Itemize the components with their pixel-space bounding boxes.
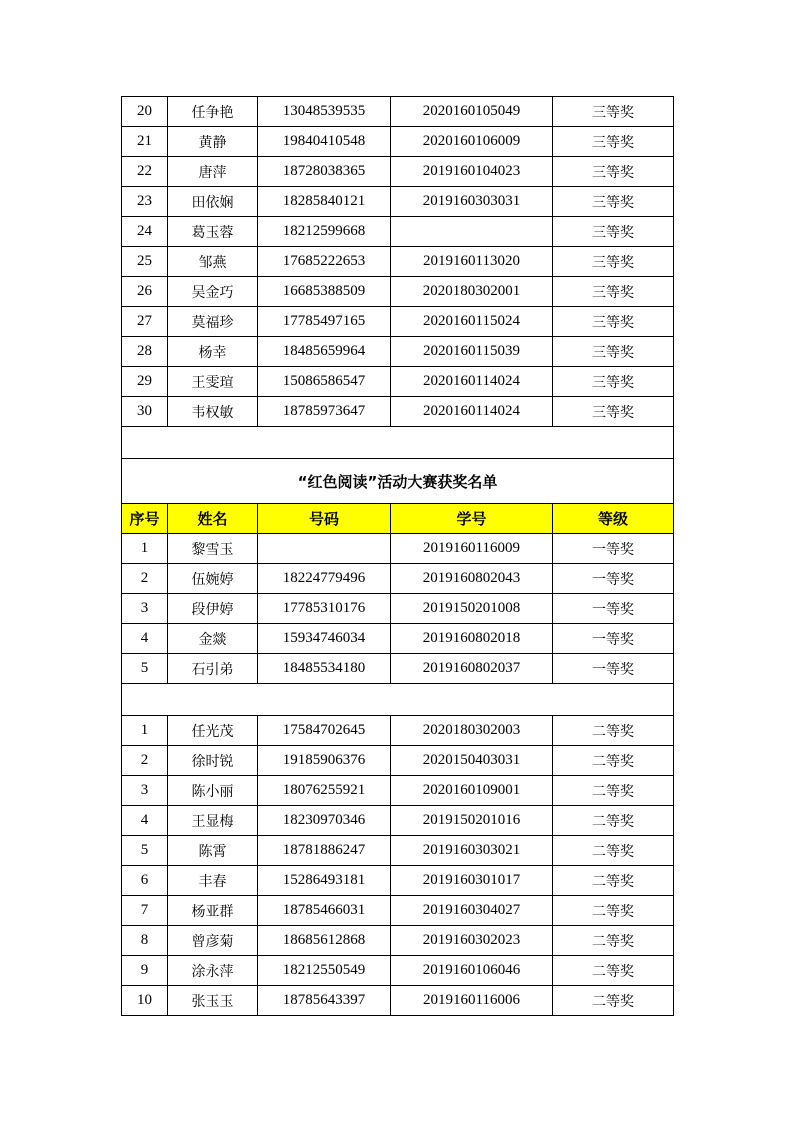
cell-student-id: 2019160802037 xyxy=(391,654,553,684)
cell-award: 一等奖 xyxy=(553,534,674,564)
cell-phone: 18230970346 xyxy=(258,806,391,836)
cell-index: 24 xyxy=(122,217,168,247)
cell-name: 王雯瑄 xyxy=(168,367,258,397)
cell-student-id: 2019150201008 xyxy=(391,594,553,624)
cell-award: 一等奖 xyxy=(553,654,674,684)
table-row xyxy=(122,594,674,624)
cell-phone xyxy=(258,534,391,564)
cell-award: 三等奖 xyxy=(553,367,674,397)
cell-award: 三等奖 xyxy=(553,307,674,337)
cell-name: 涂永萍 xyxy=(168,956,258,986)
table-row xyxy=(122,896,674,926)
cell-index: 4 xyxy=(122,806,168,836)
cell-index: 2 xyxy=(122,564,168,594)
cell-name: 葛玉蓉 xyxy=(168,217,258,247)
col-header-student-id: 学号 xyxy=(391,504,553,534)
cell-award: 二等奖 xyxy=(553,746,674,776)
cell-name: 段伊婷 xyxy=(168,594,258,624)
cell-index: 21 xyxy=(122,127,168,157)
cell-name: 徐时锐 xyxy=(168,746,258,776)
table-row xyxy=(122,866,674,896)
cell-phone: 18728038365 xyxy=(258,157,391,187)
cell-name: 唐萍 xyxy=(168,157,258,187)
table-row xyxy=(122,217,674,247)
cell-name: 任争艳 xyxy=(168,97,258,127)
cell-student-id: 2019160104023 xyxy=(391,157,553,187)
col-header-name: 姓名 xyxy=(168,504,258,534)
table-row xyxy=(122,397,674,427)
table-row xyxy=(122,307,674,337)
cell-phone: 18212550549 xyxy=(258,956,391,986)
cell-name: 王显梅 xyxy=(168,806,258,836)
cell-name: 陈小丽 xyxy=(168,776,258,806)
cell-student-id: 2019160106046 xyxy=(391,956,553,986)
cell-name: 丰春 xyxy=(168,866,258,896)
section-title-row xyxy=(122,459,674,504)
cell-student-id: 2019160303031 xyxy=(391,187,553,217)
cell-student-id: 2019160302023 xyxy=(391,926,553,956)
cell-award: 二等奖 xyxy=(553,836,674,866)
cell-student-id: 2020160115024 xyxy=(391,307,553,337)
cell-name: 田依娴 xyxy=(168,187,258,217)
cell-phone: 18076255921 xyxy=(258,776,391,806)
cell-award: 二等奖 xyxy=(553,956,674,986)
spacer-row xyxy=(122,684,674,716)
cell-award: 三等奖 xyxy=(553,97,674,127)
table-row xyxy=(122,127,674,157)
cell-index: 2 xyxy=(122,746,168,776)
table-row xyxy=(122,277,674,307)
cell-award: 一等奖 xyxy=(553,624,674,654)
cell-phone: 18685612868 xyxy=(258,926,391,956)
cell-student-id: 2020150403031 xyxy=(391,746,553,776)
cell-student-id: 2019160301017 xyxy=(391,866,553,896)
spacer-section-2 xyxy=(122,684,674,716)
cell-index: 22 xyxy=(122,157,168,187)
cell-index: 5 xyxy=(122,654,168,684)
award-table xyxy=(121,96,674,1016)
cell-award: 三等奖 xyxy=(553,277,674,307)
cell-name: 张玉玉 xyxy=(168,986,258,1016)
cell-student-id: 2020160105049 xyxy=(391,97,553,127)
cell-index: 7 xyxy=(122,896,168,926)
cell-name: 邹燕 xyxy=(168,247,258,277)
cell-phone: 15086586547 xyxy=(258,367,391,397)
cell-phone: 18485659964 xyxy=(258,337,391,367)
cell-award: 三等奖 xyxy=(553,127,674,157)
cell-index: 6 xyxy=(122,866,168,896)
cell-index: 4 xyxy=(122,624,168,654)
table-row xyxy=(122,654,674,684)
cell-phone: 18785466031 xyxy=(258,896,391,926)
cell-student-id: 2020160106009 xyxy=(391,127,553,157)
cell-index: 3 xyxy=(122,776,168,806)
cell-phone: 18785643397 xyxy=(258,986,391,1016)
cell-phone: 18212599668 xyxy=(258,217,391,247)
cell-phone: 16685388509 xyxy=(258,277,391,307)
cell-index: 1 xyxy=(122,716,168,746)
cell-award: 三等奖 xyxy=(553,217,674,247)
cell-index: 26 xyxy=(122,277,168,307)
table-row xyxy=(122,776,674,806)
cell-index: 3 xyxy=(122,594,168,624)
table-row xyxy=(122,187,674,217)
third-prize-continued-rows xyxy=(122,97,674,427)
table-row xyxy=(122,926,674,956)
cell-index: 29 xyxy=(122,367,168,397)
cell-index: 10 xyxy=(122,986,168,1016)
cell-index: 9 xyxy=(122,956,168,986)
cell-name: 韦权敏 xyxy=(168,397,258,427)
title-section xyxy=(122,459,674,534)
table-row xyxy=(122,534,674,564)
cell-phone: 18485534180 xyxy=(258,654,391,684)
cell-student-id: 2019160304027 xyxy=(391,896,553,926)
spacer-section xyxy=(122,427,674,459)
col-header-idx: 序号 xyxy=(122,504,168,534)
table-row xyxy=(122,337,674,367)
cell-student-id: 2020160114024 xyxy=(391,397,553,427)
cell-index: 23 xyxy=(122,187,168,217)
cell-award: 二等奖 xyxy=(553,866,674,896)
cell-name: 陈霄 xyxy=(168,836,258,866)
cell-award: 二等奖 xyxy=(553,776,674,806)
cell-name: 黄静 xyxy=(168,127,258,157)
cell-award: 三等奖 xyxy=(553,247,674,277)
cell-phone: 17584702645 xyxy=(258,716,391,746)
table-row xyxy=(122,806,674,836)
cell-name: 曾彦菊 xyxy=(168,926,258,956)
cell-name: 吴金巧 xyxy=(168,277,258,307)
cell-student-id: 2020180302003 xyxy=(391,716,553,746)
cell-award: 三等奖 xyxy=(553,397,674,427)
table-row xyxy=(122,624,674,654)
table-row xyxy=(122,97,674,127)
cell-student-id: 2020160115039 xyxy=(391,337,553,367)
cell-phone: 17685222653 xyxy=(258,247,391,277)
cell-award: 二等奖 xyxy=(553,896,674,926)
cell-name: 金燚 xyxy=(168,624,258,654)
cell-phone: 17785497165 xyxy=(258,307,391,337)
cell-award: 三等奖 xyxy=(553,337,674,367)
table-row xyxy=(122,247,674,277)
cell-name: 黎雪玉 xyxy=(168,534,258,564)
column-header-row xyxy=(122,504,674,534)
cell-index: 20 xyxy=(122,97,168,127)
table-row xyxy=(122,746,674,776)
table-row xyxy=(122,716,674,746)
cell-award: 三等奖 xyxy=(553,187,674,217)
cell-index: 28 xyxy=(122,337,168,367)
cell-index: 1 xyxy=(122,534,168,564)
cell-name: 杨幸 xyxy=(168,337,258,367)
cell-award: 二等奖 xyxy=(553,926,674,956)
cell-award: 二等奖 xyxy=(553,716,674,746)
cell-student-id: 2020160114024 xyxy=(391,367,553,397)
cell-phone: 15934746034 xyxy=(258,624,391,654)
spacer-row xyxy=(122,427,674,459)
cell-student-id: 2019160303021 xyxy=(391,836,553,866)
cell-index: 25 xyxy=(122,247,168,277)
cell-phone: 15286493181 xyxy=(258,866,391,896)
cell-name: 石引弟 xyxy=(168,654,258,684)
table-row xyxy=(122,986,674,1016)
cell-student-id: 2019150201016 xyxy=(391,806,553,836)
cell-phone: 17785310176 xyxy=(258,594,391,624)
col-header-award: 等级 xyxy=(553,504,674,534)
table-row xyxy=(122,836,674,866)
cell-name: 杨亚群 xyxy=(168,896,258,926)
cell-award: 一等奖 xyxy=(553,564,674,594)
cell-award: 三等奖 xyxy=(553,157,674,187)
cell-name: 任光茂 xyxy=(168,716,258,746)
cell-index: 8 xyxy=(122,926,168,956)
cell-student-id: 2020160109001 xyxy=(391,776,553,806)
cell-student-id: 2019160802043 xyxy=(391,564,553,594)
table-row xyxy=(122,367,674,397)
cell-award: 二等奖 xyxy=(553,806,674,836)
cell-phone: 13048539535 xyxy=(258,97,391,127)
cell-index: 27 xyxy=(122,307,168,337)
cell-student-id: 2019160116009 xyxy=(391,534,553,564)
cell-student-id: 2019160116006 xyxy=(391,986,553,1016)
cell-phone: 18285840121 xyxy=(258,187,391,217)
cell-phone: 18785973647 xyxy=(258,397,391,427)
table-row xyxy=(122,956,674,986)
second-prize-rows xyxy=(122,716,674,1016)
cell-index: 30 xyxy=(122,397,168,427)
first-prize-rows xyxy=(122,534,674,684)
cell-student-id: 2019160802018 xyxy=(391,624,553,654)
table-row xyxy=(122,564,674,594)
cell-student-id: 2020180302001 xyxy=(391,277,553,307)
cell-student-id: 2019160113020 xyxy=(391,247,553,277)
cell-phone: 19185906376 xyxy=(258,746,391,776)
cell-phone: 19840410548 xyxy=(258,127,391,157)
cell-award: 一等奖 xyxy=(553,594,674,624)
cell-phone: 18224779496 xyxy=(258,564,391,594)
cell-name: 莫福珍 xyxy=(168,307,258,337)
cell-index: 5 xyxy=(122,836,168,866)
cell-name: 伍婉婷 xyxy=(168,564,258,594)
table-row xyxy=(122,157,674,187)
section-title: “红色阅读”活动大赛获奖名单 xyxy=(122,459,674,504)
cell-phone: 18781886247 xyxy=(258,836,391,866)
cell-student-id xyxy=(391,217,553,247)
cell-award: 二等奖 xyxy=(553,986,674,1016)
col-header-phone: 号码 xyxy=(258,504,391,534)
